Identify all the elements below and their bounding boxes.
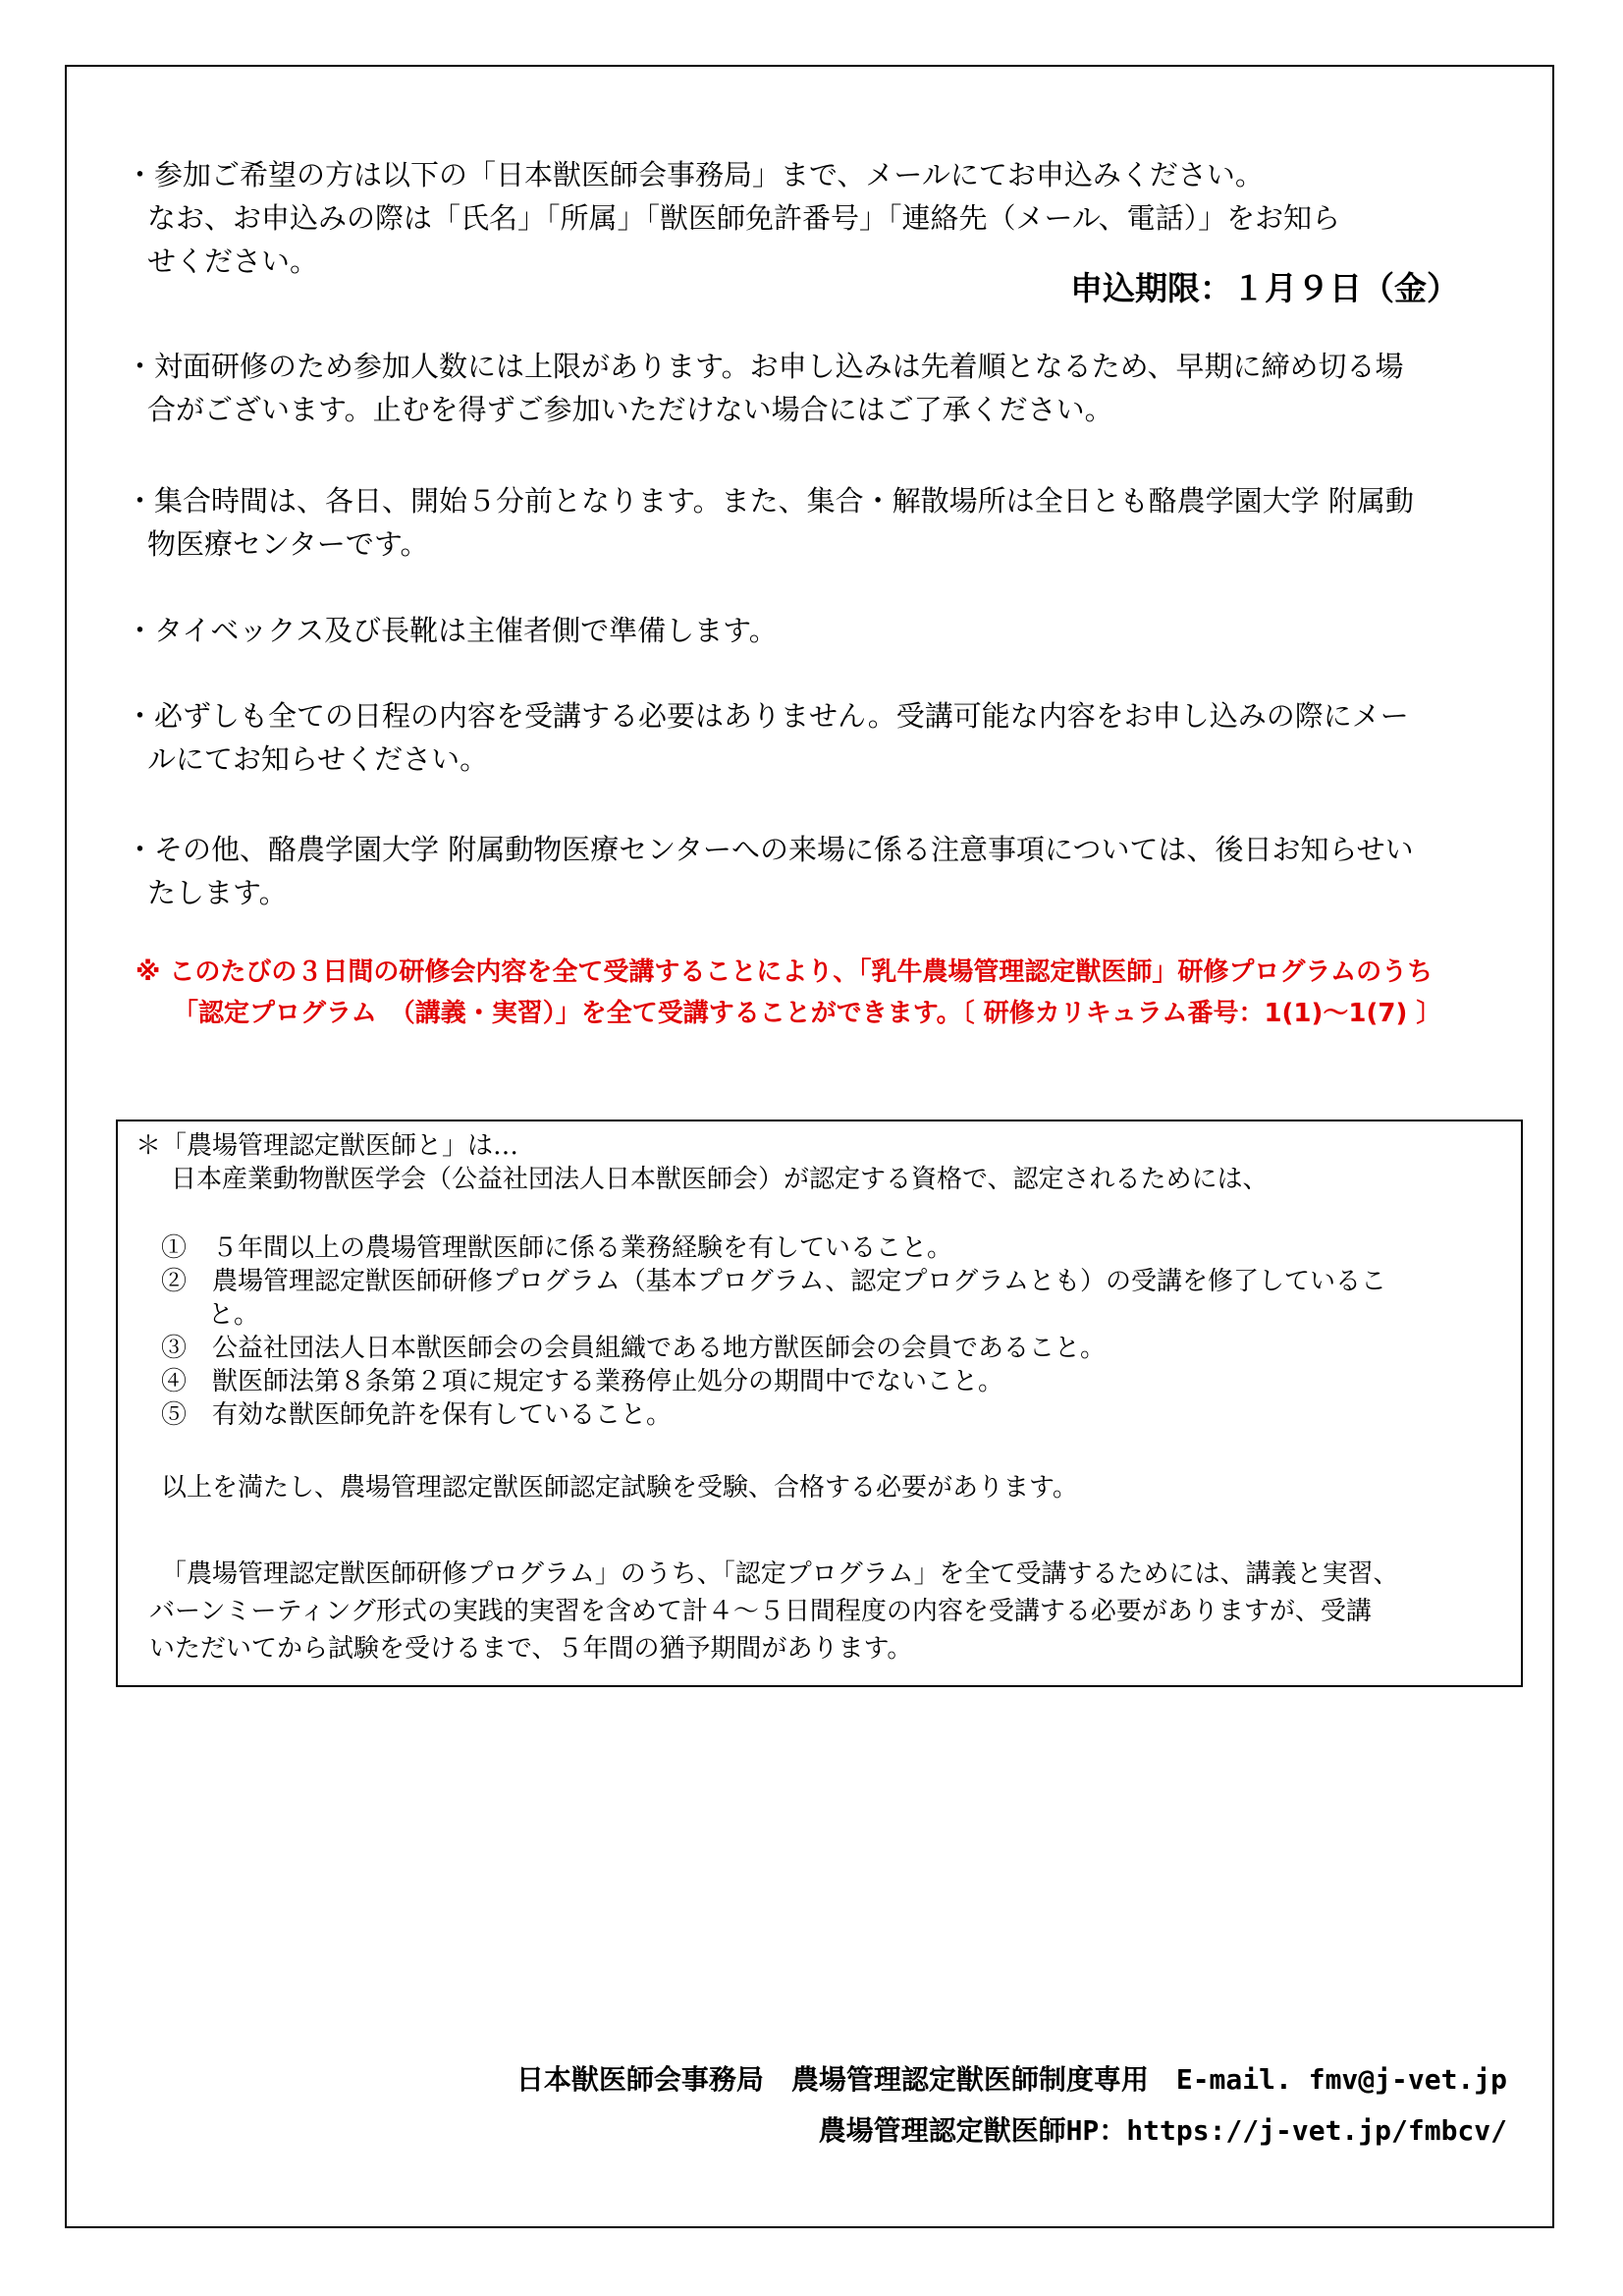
footer-contact: 日本獣医師会事務局 農場管理認定獣医師制度専用 E-mail. fmv@j-vet.jp xyxy=(515,2063,1507,2096)
condition-item: ④ 獣医師法第８条第２項に規定する業務停止処分の期間中でないこと。 xyxy=(161,1367,1004,1396)
program-line: いただいてから試験を受けるまで、５年間の猶予期間があります。 xyxy=(149,1634,913,1664)
program-line: 「農場管理認定獣医師研修プログラム」のうち、「認定プログラム」を全て受講するためには、講義と実習、 xyxy=(161,1559,1399,1589)
note-line: たします。 xyxy=(147,876,288,909)
condition-item: ⑤ 有効な獣医師免許を保有していること。 xyxy=(161,1400,673,1430)
program-line: バーンミーティング形式の実践的実習を含めて計４～５日間程度の内容を受講する必要がありますが、受講 xyxy=(149,1597,1372,1626)
condition-item: ① ５年間以上の農場管理獣医師に係る業務経験を有していること。 xyxy=(161,1233,953,1263)
condition-item-continued: と。 xyxy=(208,1300,260,1330)
note-meeting-time xyxy=(126,479,1520,566)
footer-homepage: 農場管理認定獣医師HP：https://j-vet.jp/fmbcv/ xyxy=(818,2114,1507,2147)
note-other xyxy=(126,828,1520,914)
note-line: せください。 xyxy=(147,245,319,278)
condition-item: ② 農場管理認定獣医師研修プログラム（基本プログラム、認定プログラムとも）の受講を修了しているこ xyxy=(161,1267,1387,1296)
note-line: ・その他、酪農学園大学 附属動物医療センターへの来場に係る注意事項については、後日お知らせい xyxy=(126,833,1414,866)
note-line: 物医療センターです。 xyxy=(147,527,429,561)
note-line: ・対面研修のため参加人数には上限があります。お申し込みは先着順となるため、早期に締め切る場 xyxy=(126,350,1404,383)
info-heading: ＊「農場管理認定獣医師と」は… xyxy=(135,1131,519,1161)
note-line: ・タイベックス及び長靴は主催者側で準備します。 xyxy=(126,614,778,647)
info-intro: 日本産業動物獣医学会（公益社団法人日本獣医師会）が認定する資格で、認定されるためには、 xyxy=(171,1165,1269,1194)
note-line: ・参加ご希望の方は以下の「日本獣医師会事務局」まで、メールにてお申込みください。 xyxy=(126,158,1264,191)
note-line: なお、お申込みの際は「氏名」「所属」「獣医師免許番号」「連絡先（メール、電話）」をお知ら xyxy=(147,201,1341,235)
curriculum-note-line: 「認定プログラム （講義・実習）」を全て受講することができます。〔 研修カリキュラム番号：1(1)～1(7) 〕 xyxy=(173,999,1442,1028)
note-line: ・必ずしも全ての日程の内容を受講する必要はありません。受講可能な内容をお申し込みの際にメー xyxy=(126,699,1409,733)
note-equipment xyxy=(126,609,1520,652)
application-deadline: 申込期限：１月９日（金） xyxy=(1070,269,1459,307)
curriculum-note-line: ※ このたびの３日間の研修会内容を全て受講することにより、「乳牛農場管理認定獣医師」研修プログラムのうち xyxy=(135,957,1434,987)
certification-info-box xyxy=(116,1120,1523,1687)
note-optional-attendance xyxy=(126,694,1520,781)
note-line: 合がございます。止むを得ずご参加いただけない場合にはご了承ください。 xyxy=(147,393,1113,426)
note-capacity xyxy=(126,345,1520,431)
condition-item: ③ 公益社団法人日本獣医師会の会員組織である地方獣医師会の会員であること。 xyxy=(161,1334,1107,1363)
note-line: ・集合時間は、各日、開始５分前となります。また、集合・解散場所は全日とも酪農学園大学 附属動 xyxy=(126,484,1414,518)
curriculum-note xyxy=(135,952,1530,1034)
info-summary: 以上を満たし、農場管理認定獣医師認定試験を受験、合格する必要があります。 xyxy=(161,1473,1078,1503)
note-line: ルにてお知らせください。 xyxy=(147,742,489,776)
